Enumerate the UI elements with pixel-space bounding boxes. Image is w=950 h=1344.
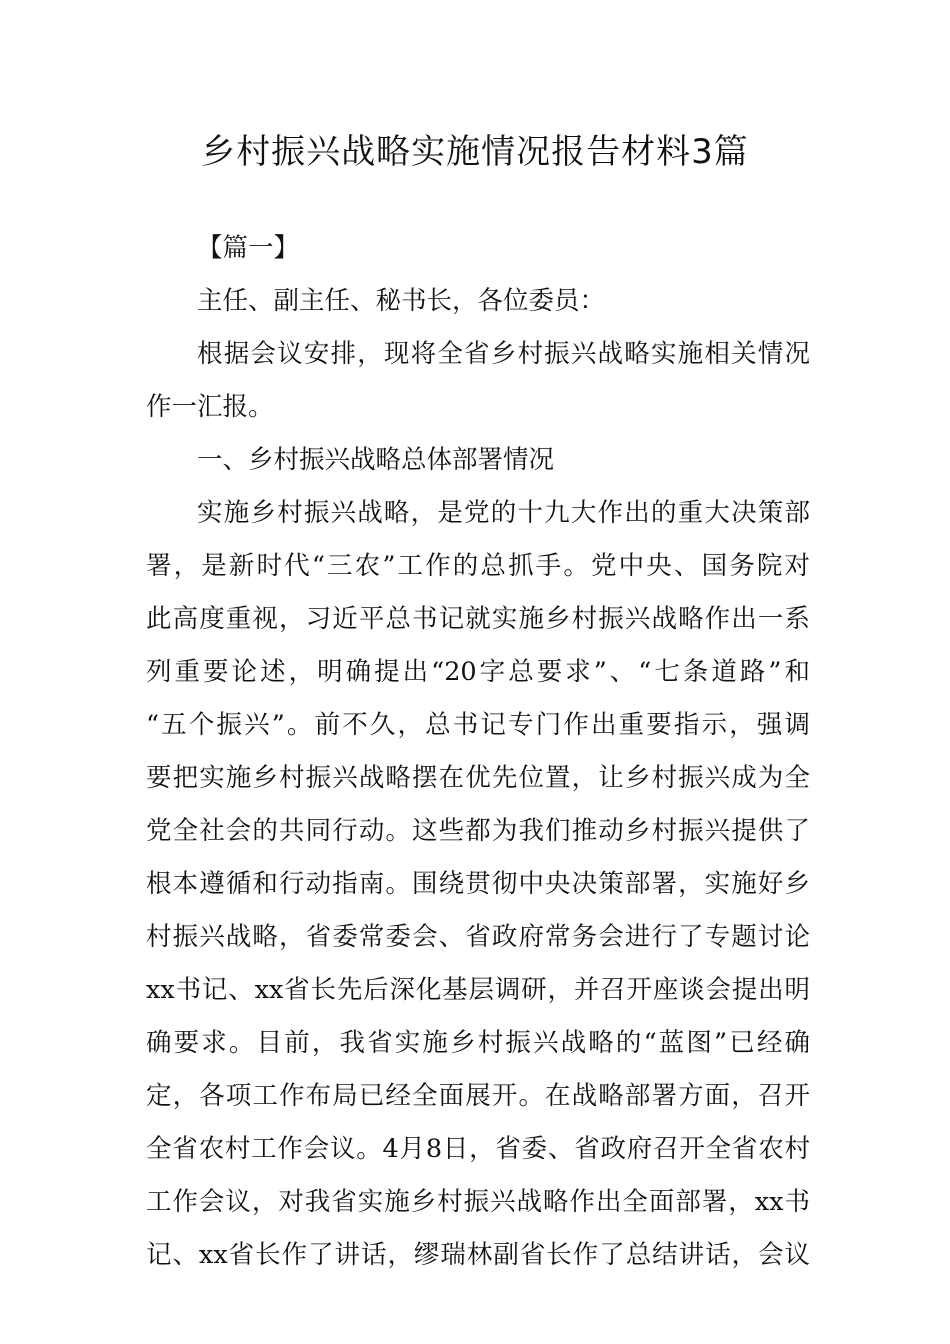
section-heading: 一、乡村振兴战略总体部署情况 (197, 445, 555, 475)
text-line: 党全社会的共同行动。这些都为我们推动乡村振兴提供了 (146, 816, 810, 846)
text-line: 工作会议，对我省实施乡村振兴战略作出全面部署，xx书 (146, 1187, 810, 1217)
text-line: 记、xx省长作了讲话，缪瑞林副省长作了总结讲话，会议 (146, 1240, 810, 1270)
text-line: 实施乡村振兴战略，是党的十九大作出的重大决策部 (197, 498, 810, 528)
text-line: xx书记、xx省长先后深化基层调研，并召开座谈会提出明 (146, 975, 810, 1005)
text-line: 作一汇报。 (146, 392, 274, 422)
salutation: 主任、副主任、秘书长，各位委员： (197, 286, 606, 316)
text-line: 根本遵循和行动指南。围绕贯彻中央决策部署，实施好乡 (146, 869, 810, 899)
section-label: 【篇一】 (197, 233, 300, 263)
text-line: 要把实施乡村振兴战略摆在优先位置，让乡村振兴成为全 (146, 763, 810, 793)
document-body (146, 222, 810, 1282)
text-line: 根据会议安排，现将全省乡村振兴战略实施相关情况 (197, 339, 810, 369)
intro-paragraph (146, 328, 810, 434)
text-line: 此高度重视，习近平总书记就实施乡村振兴战略作出一系 (146, 604, 810, 634)
document-title: 乡村振兴战略实施情况报告材料3篇 (201, 132, 749, 172)
text-line: 全省农村工作会议。4月8日，省委、省政府召开全省农村 (146, 1134, 810, 1164)
text-line: 列重要论述，明确提出“20字总要求”、“七条道路”和 (146, 657, 810, 687)
text-line: 定，各项工作布局已经全面展开。在战略部署方面，召开 (146, 1081, 810, 1111)
text-line: “五个振兴”。前不久，总书记专门作出重要指示，强调 (146, 710, 810, 740)
body-paragraph (146, 487, 810, 1282)
text-line: 署，是新时代“三农”工作的总抓手。党中央、国务院对 (146, 551, 810, 581)
text-line: 确要求。目前，我省实施乡村振兴战略的“蓝图”已经确 (146, 1028, 810, 1058)
text-line: 村振兴战略，省委常委会、省政府常务会进行了专题讨论 (146, 922, 810, 952)
